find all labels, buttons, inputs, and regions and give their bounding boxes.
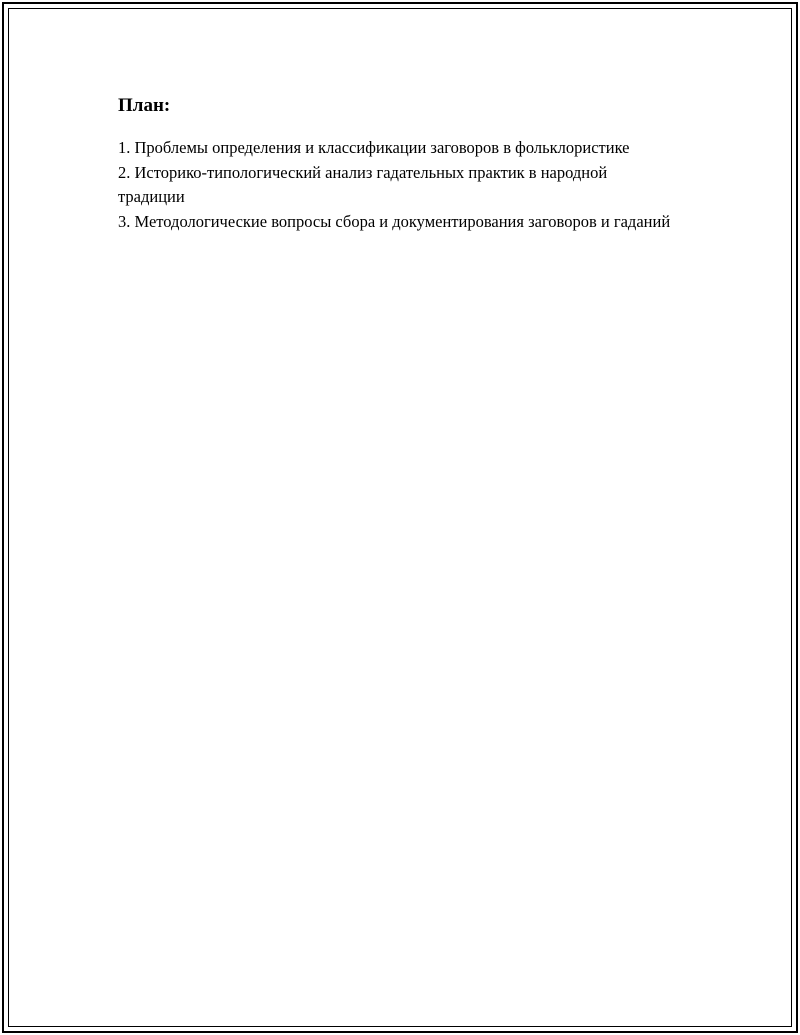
plan-heading: План: xyxy=(118,95,171,116)
plan-item-2: 2. Историко-типологический анализ гадательных практик в народной традиции xyxy=(118,162,608,206)
plan-item-3: 3. Методологические вопросы сбора и документирования заговоров и гаданий xyxy=(118,211,671,231)
document-content xyxy=(118,94,678,234)
plan-item-1: 1. Проблемы определения и классификации заговоров в фольклористике xyxy=(118,138,630,157)
plan-list xyxy=(118,136,678,234)
